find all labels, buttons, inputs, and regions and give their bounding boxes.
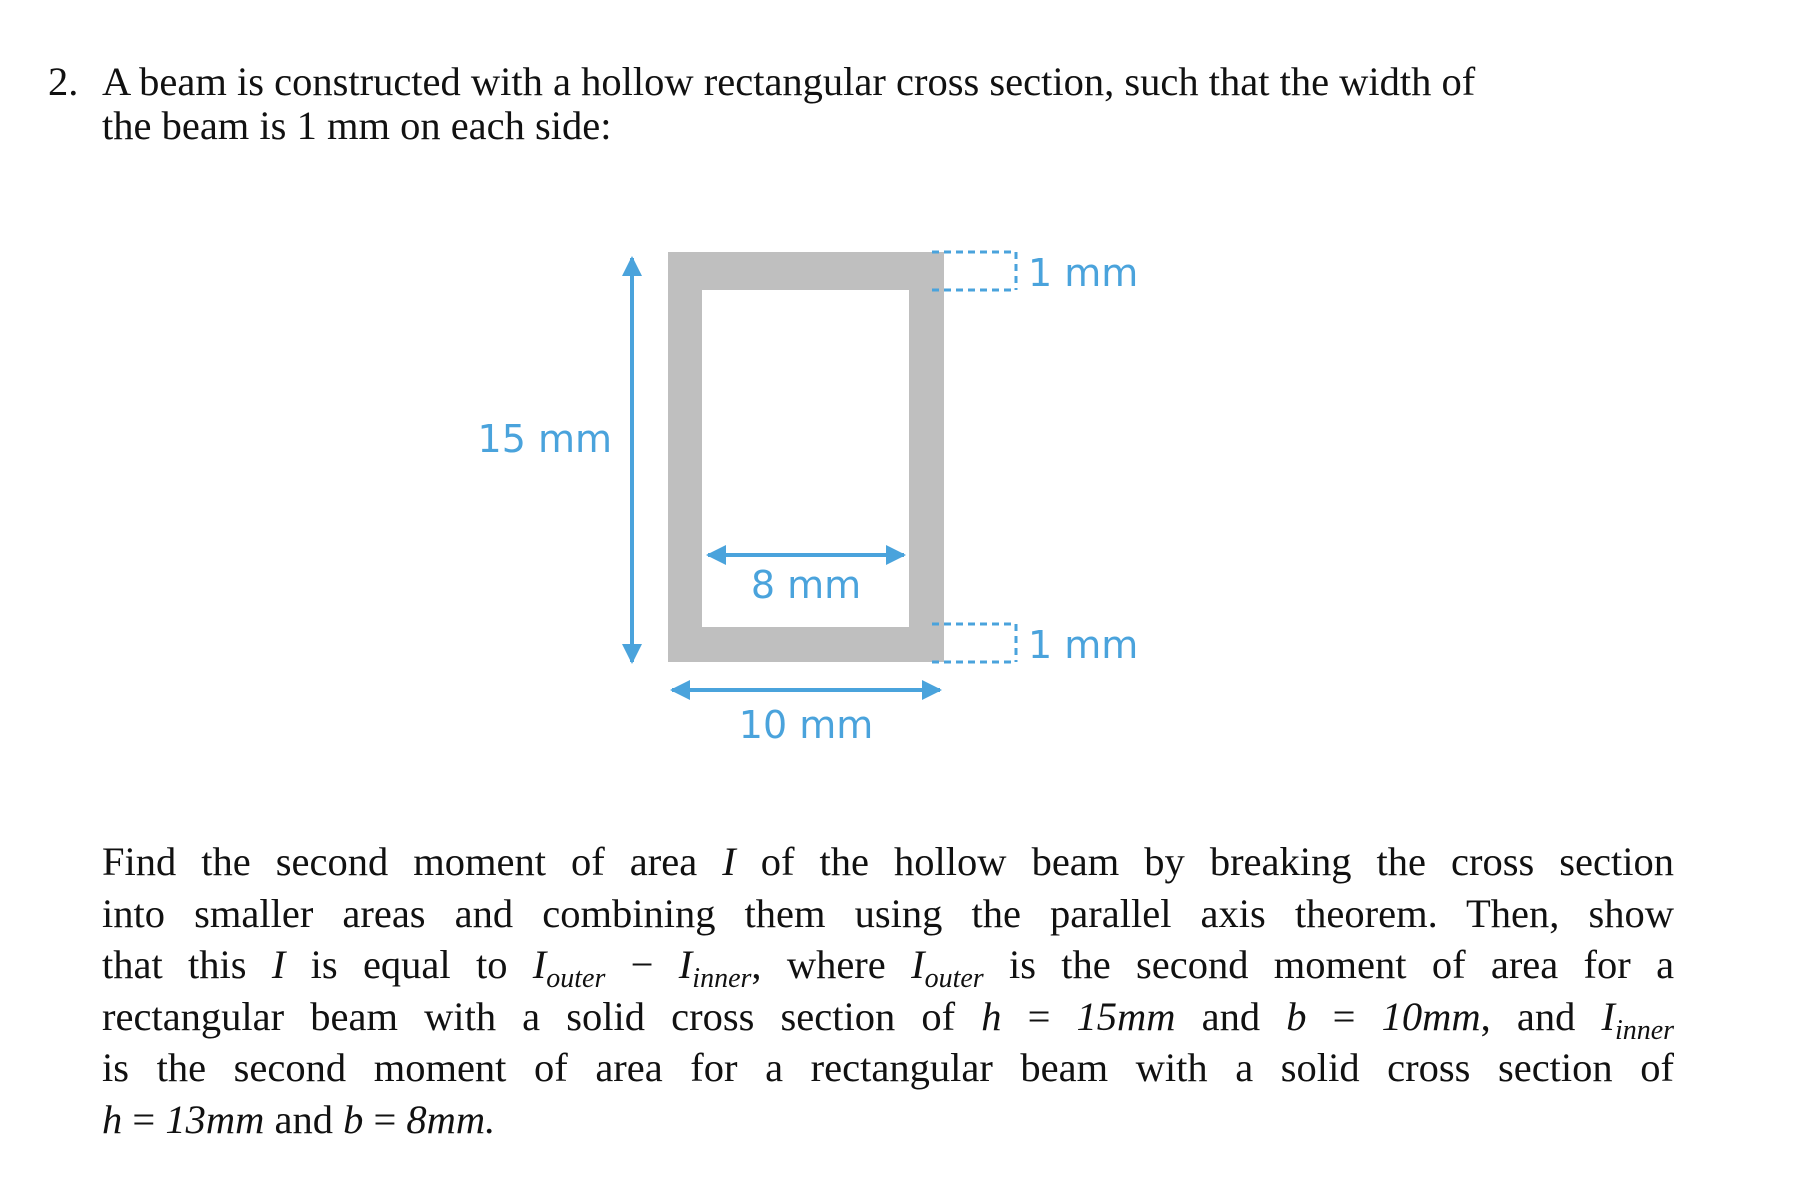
outer-width-label: 10 mm — [738, 703, 874, 747]
question-line-3: that this I is equal to $I_{outer} - I_{inner}$, where $I_{outer}$ is the second moment of area for a — [102, 942, 1675, 994]
top-thickness-guides — [932, 252, 1016, 290]
question-line-2: into smaller areas and combining them using the parallel axis theorem. Then, show — [102, 890, 1674, 936]
problem-number: 2. — [48, 59, 79, 104]
question-line-1: Find the second moment of area I of the hollow beam by breaking the cross section — [102, 839, 1675, 884]
height-label: 15 mm — [477, 417, 612, 461]
question-line-6: h = 13mm and b = 8mm. — [102, 1096, 496, 1142]
top-thickness-label: 1 mm — [1028, 251, 1139, 295]
bottom-thickness-label: 1 mm — [1028, 623, 1139, 667]
bottom-thickness-guides — [932, 624, 1016, 662]
question-text — [102, 836, 1674, 1145]
question-line-5: is the second moment of area for a rectangular beam with a solid cross section of — [102, 1045, 1674, 1090]
question-line-4: rectangular beam with a solid cross section of h = 15mm and b = 10mm, and $I_{inner}$ — [102, 993, 1675, 1046]
intro-line-1: A beam is constructed with a hollow rectangular cross section, such that the width of — [102, 59, 1476, 104]
intro-line-2: the beam is 1 mm on each side: — [102, 103, 612, 148]
inner-width-label: 8 mm — [750, 563, 862, 607]
